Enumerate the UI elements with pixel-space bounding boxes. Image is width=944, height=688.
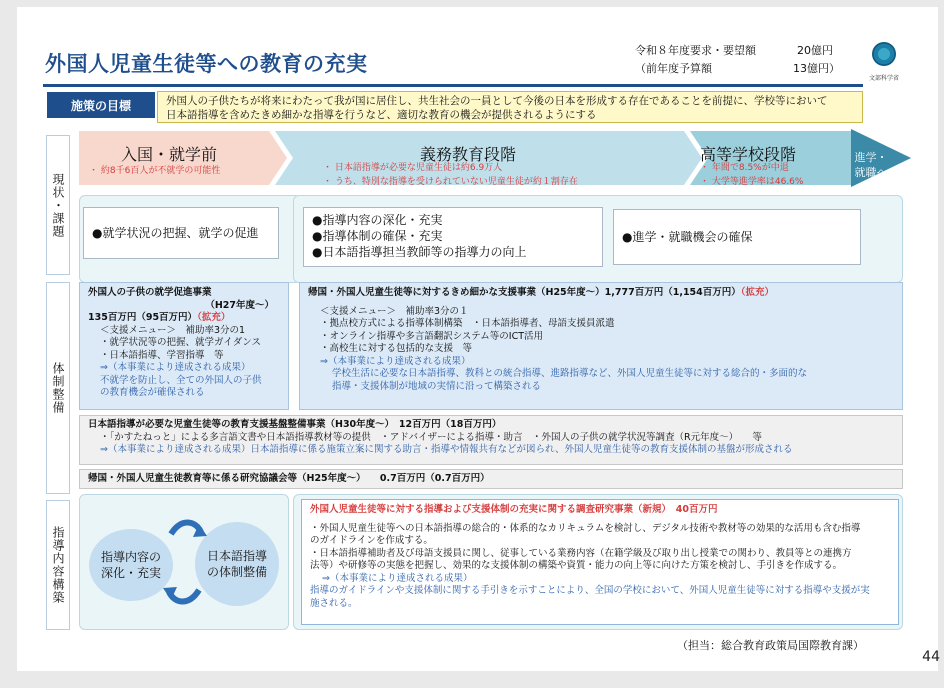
project2-menu-item-3: ・高校生に対する包括的な支援 等 xyxy=(320,343,473,354)
budget-value-request: 20億円 xyxy=(797,44,833,57)
stage-note-highschool-2: ・ 大学等進学率は46.6% xyxy=(700,177,804,187)
project1-result-line-1: 不就学を防止し、全ての外国人の子供 xyxy=(100,374,262,386)
stage-title-highschool: 高等学校段階 xyxy=(700,145,797,164)
mext-logo-icon xyxy=(872,42,896,66)
project1-result-line-2: の教育機会が確保される xyxy=(100,387,205,398)
contact-note: （担当：総合教育政策局国際教育課） xyxy=(677,639,864,652)
stage-note-compulsory-2: ・ うち、特別な指導を受けられていない児童生徒が約１割存在 xyxy=(323,177,578,187)
project-card-kimekomaka xyxy=(299,282,903,410)
project1-expand-badge: （拡充） xyxy=(197,312,231,323)
project1-amount: 135百万円（95百万円） xyxy=(88,312,198,323)
project3-line-2: ⇒（本事業により達成される成果）日本語指導に係る施策立案に関する助言・指導や情報共有などが図られ、外国人児童生徒等の教育支援体制の基盤が形成される xyxy=(100,444,793,455)
project2-menu-item-2: ・オンライン指導や多言語翻訳システム等のICT活用 xyxy=(320,330,544,342)
goal-text-line2: 日本語指導を含めたきめ細かな指導を行うなど、適切な教育の機会が提供されるようにする xyxy=(166,109,597,121)
slide xyxy=(17,7,938,671)
stage-note-compulsory-1: ・ 日本語指導が必要な児童生徒は約6.9万人 xyxy=(323,163,503,173)
issue-box-highschool xyxy=(613,209,861,265)
side-label-taisei: 体制整備 xyxy=(46,282,70,494)
project2-menu: ＜支援メニュー＞ 補助率3分の１ xyxy=(320,305,469,317)
stage-title-compulsory: 義務教育段階 xyxy=(420,145,517,164)
budget-label-request: 令和８年度要求・要望額 xyxy=(635,44,756,57)
project1-result-label: ⇒（本事業により達成される成果） xyxy=(100,362,251,373)
project-card-kiban xyxy=(79,415,903,465)
project1-menu: ＜支援メニュー＞ 補助率3分の1 xyxy=(100,324,246,336)
goal-box xyxy=(157,91,863,123)
project2-title: 帰国・外国人児童生徒等に対するきめ細かな支援事業（H25年度～）1,777百万円（1,154百万円） xyxy=(308,287,741,298)
stage-note-highschool-1: ・ 年間で8.5%が中退 xyxy=(700,163,789,173)
side-label-genjo: 現状・課題 xyxy=(46,135,70,275)
project5-result-line-1: 指導のガイドラインや支援体制に関する手引きを示すことにより、全国の学校において、外国人児童生徒等に対する指導や支援が実 xyxy=(310,585,870,596)
project5-result-label: ⇒（本事業により達成される成果） xyxy=(322,572,473,584)
cycle-arrows-icon xyxy=(161,512,209,612)
project5-para-1b: のガイドラインを作成する。 xyxy=(310,535,433,546)
project2-menu-item-1: ・拠点校方式による指導体制構築 ・日本語指導者、母語支援員派遣 xyxy=(320,318,615,329)
issue-highschool: ●進学・就職機会の確保 xyxy=(622,230,753,244)
issue-compulsory-3: ●日本語指導担当教師等の指導力の向上 xyxy=(312,245,527,259)
arrow-label-career: 進学・就職へ xyxy=(854,151,888,179)
project2-expand-badge: （拡充） xyxy=(740,287,775,298)
project4-title: 帰国・外国人児童生徒教育等に係る研究協議会等（H25年度～） 0.7百万円（0.7百万円） xyxy=(88,473,490,484)
project2-result-label: ⇒（本事業により達成される成果） xyxy=(320,355,471,367)
project-card-research xyxy=(301,499,899,625)
project1-menu-item-2: ・日本語指導、学習指導 等 xyxy=(100,349,224,361)
cycle-label-system: 日本語指導の体制整備 xyxy=(206,549,267,579)
stage-note-preschool: ・ 約8千6百人が不就学の可能性 xyxy=(89,166,221,176)
budget-label-previous: （前年度予算額 xyxy=(635,62,712,75)
project3-line-1: ・「かすたねっと」による多言語文書や日本語指導教材等の提供 ・アドバイザーによる指導・助言 ・外国人の子供の就学状況等調査（R元年度～） 等 xyxy=(100,431,762,443)
issue-box-preschool xyxy=(83,207,279,259)
project5-title: 外国人児童生徒等に対する指導および支援体制の充実に関する調査研究事業（新規） 40百万円 xyxy=(310,504,718,515)
project-card-shugaku xyxy=(79,282,289,410)
page-number: 44 xyxy=(922,649,940,665)
project5-para-2b: 法等）や研修等の実態を把握し、効果的な支援体制の構築や資質・能力の向上等に向けた方策を検討し、手引きを作成する。 xyxy=(310,560,843,571)
logo-caption: 文部科学省 xyxy=(868,75,899,82)
issue-box-compulsory xyxy=(303,207,603,267)
project5-para-2: ・日本語指導補助者及び母語支援員に関し、従事している業務内容（在籍学級及び取り出し授業での関わり、教員等との連携方 xyxy=(310,547,852,559)
project2-result-line-2: 指導・支援体制が地域の実情に沿って構築される xyxy=(332,380,542,392)
issue-compulsory-1: ●指導内容の深化・充実 xyxy=(312,213,443,227)
goal-tag: 施策の目標 xyxy=(47,92,155,118)
cycle-label-content: 指導内容の深化・充実 xyxy=(100,550,161,580)
project5-para-1: ・外国人児童生徒等への日本語指導の総合的・体系的なカリキュラムを検討し、デジタル技術や教材等の効果的な活用も含む指導 xyxy=(310,522,861,534)
project5-result-line-2: 施される。 xyxy=(310,597,358,609)
project2-result-line-1: 学校生活に必要な日本語指導、教科との統合指導、進路指導など、外国人児童生徒等に対する総合的・多面的な xyxy=(332,368,808,379)
project1-year: （H27年度～） xyxy=(205,299,274,311)
goal-text-line1: 外国人の子供たちが将来にわたって我が国に居住し、共生社会の一員として今後の日本を形成する存在であることを前提に、学校等において xyxy=(166,95,828,107)
stage-title-preschool: 入国・就学前 xyxy=(121,145,218,164)
project1-title: 外国人の子供の就学促進事業 xyxy=(88,287,212,298)
issue-compulsory-2: ●指導体制の確保・充実 xyxy=(312,229,443,243)
project3-title: 日本語指導が必要な児童生徒等の教育支援基盤整備事業（H30年度～） 12百万円（18百万円） xyxy=(88,419,502,430)
title-underline xyxy=(43,84,863,87)
page-title: 外国人児童生徒等への教育の充実 xyxy=(45,52,368,76)
issue-preschool: ●就学状況の把握、就学の促進 xyxy=(92,226,259,240)
project-card-kyogikai xyxy=(79,469,903,489)
budget-value-previous: 13億円） xyxy=(793,62,840,75)
project1-menu-item-1: ・就学状況等の把握、就学ガイダンス xyxy=(100,337,262,348)
side-label-shido: 指導内容構築 xyxy=(46,500,70,630)
